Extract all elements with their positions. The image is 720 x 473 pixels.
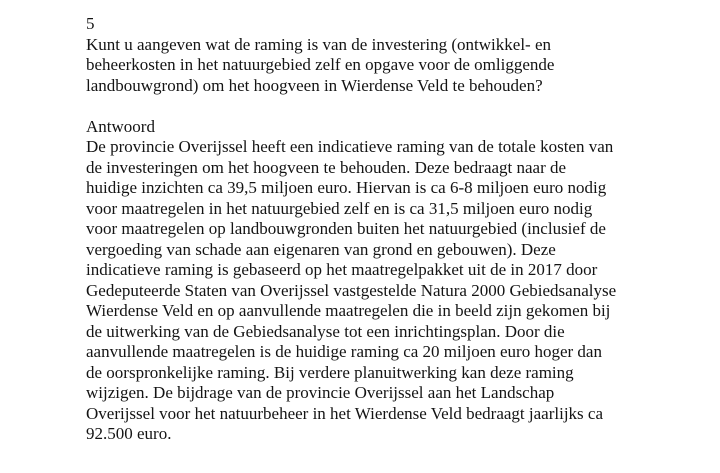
question-number: 5 (86, 14, 95, 33)
question-section (86, 14, 706, 96)
answer-line: huidige inzichten ca 39,5 miljoen euro. Hiervan is ca 6-8 miljoen euro nodig (86, 178, 607, 197)
answer-line: Overijssel voor het natuurbeheer in het Wierdense Veld bedraagt jaarlijks ca (86, 403, 603, 423)
answer-line: indicatieve raming is gebaseerd op het maatregelpakket uit de in 2017 door (86, 260, 598, 279)
answer-line: de uitwerking van de Gebiedsanalyse tot een inrichtingsplan. Door die (86, 321, 565, 341)
answer-section (86, 117, 706, 445)
answer-line: aanvullende maatregelen is de huidige raming ca 20 miljoen euro hoger dan (86, 342, 602, 361)
answer-line: voor maatregelen in het natuurgebied zelf en is ca 31,5 miljoen euro nodig (86, 198, 593, 218)
answer-line: de investeringen om het hoogveen te behouden. Deze bedraagt naar de (86, 157, 567, 177)
answer-line: de oorspronkelijke raming. Bij verdere planuitwerking kan deze raming (86, 362, 574, 382)
document-text (86, 14, 706, 445)
answer-line: Wierdense Veld en op aanvullende maatregelen die in beeld zijn gekomen bij (86, 301, 611, 320)
answer-line: De provincie Overijssel heeft een indicatieve raming van de totale kosten van (86, 137, 614, 156)
question-line: Kunt u aangeven wat de raming is van de investering (ontwikkel- en (86, 34, 552, 54)
answer-line: vergoeding van schade aan eigenaren van grond en gebouwen). Deze (86, 239, 556, 259)
answer-line: 92.500 euro. (86, 424, 172, 443)
answer-line: Gedeputeerde Staten van Overijssel vastgestelde Natura 2000 Gebiedsanalyse (86, 280, 617, 300)
answer-line: voor maatregelen op landbouwgronden buiten het natuurgebied (inclusief de (86, 219, 606, 238)
answer-heading: Antwoord (86, 116, 155, 136)
question-line: beheerkosten in het natuurgebied zelf en opgave voor de omliggende (86, 55, 555, 74)
answer-line: wijzigen. De bijdrage van de provincie Overijssel aan het Landschap (86, 383, 555, 402)
paragraph-gap (86, 96, 706, 117)
question-line: landbouwgrond) om het hoogveen in Wierdense Veld te behouden? (86, 75, 543, 95)
